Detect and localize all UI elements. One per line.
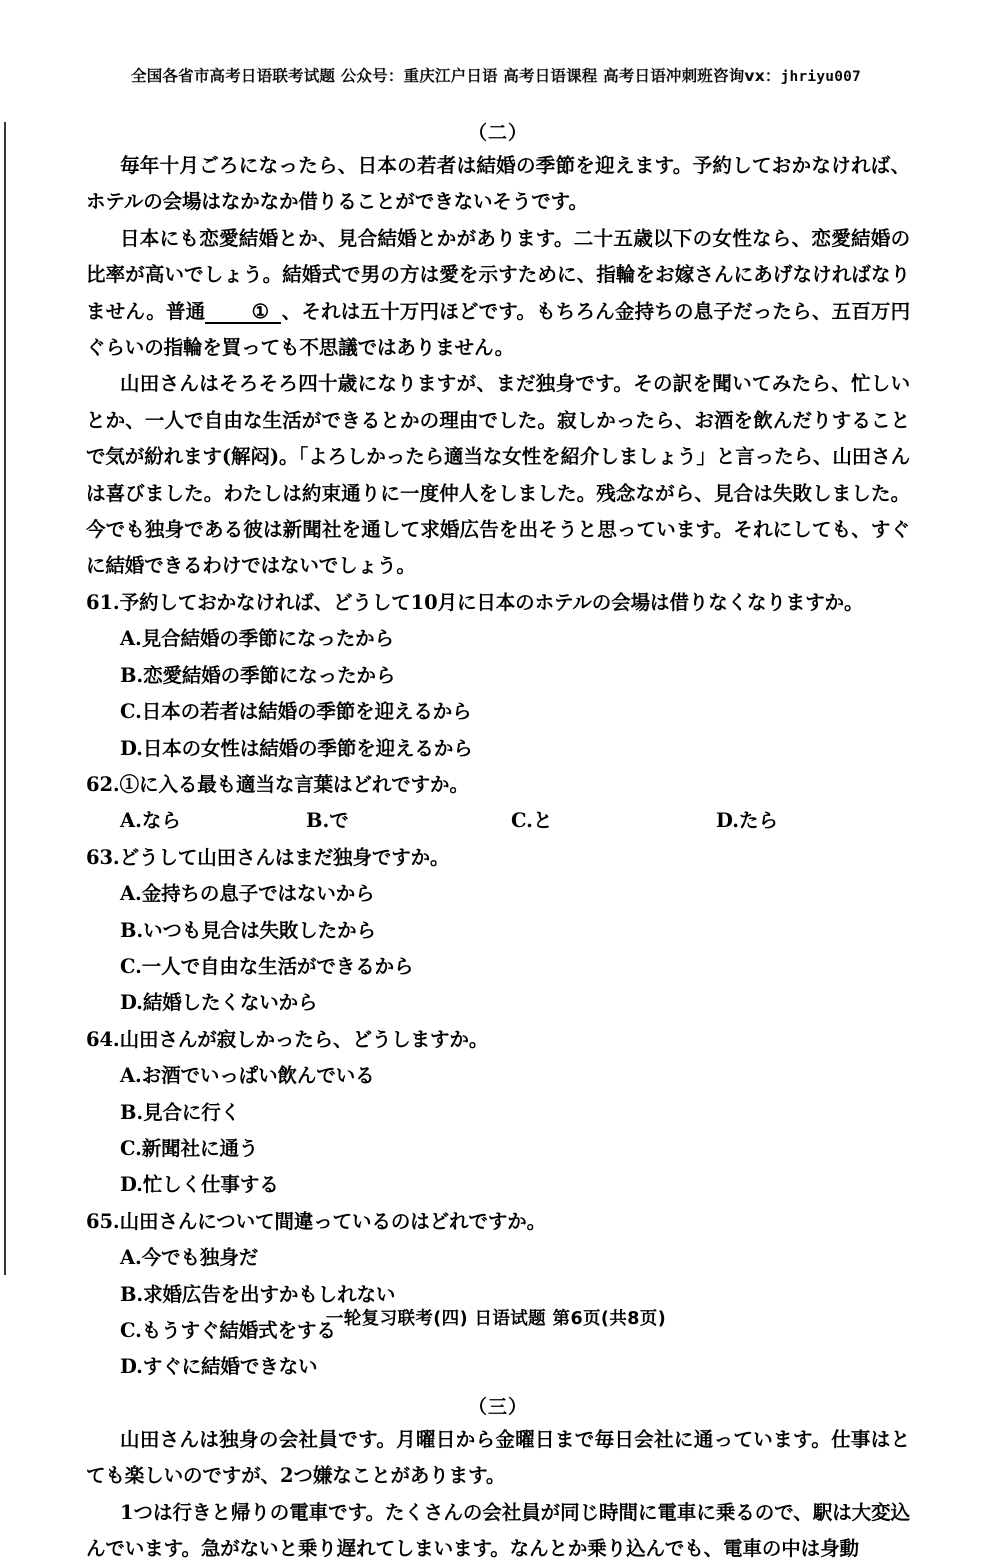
question-63-option-a[interactable]	[86, 876, 910, 912]
option-letter: D.	[120, 991, 143, 1015]
question-64-option-c[interactable]	[86, 1131, 910, 1167]
option-letter: D.	[716, 809, 740, 833]
option-text: すぐに結婚できない	[142, 1355, 318, 1379]
option-text: たら	[739, 809, 779, 833]
option-text: で	[329, 809, 349, 833]
question-63-option-b[interactable]	[86, 913, 910, 949]
option-letter: D.	[120, 1173, 143, 1197]
question-62-options	[86, 803, 910, 839]
option-text: 新聞社に通う	[141, 1136, 259, 1160]
passage-2-heading: （二）	[467, 122, 528, 144]
question-62-number: 62.	[86, 772, 120, 796]
question-61-number: 61.	[86, 590, 120, 614]
option-letter: A.	[120, 1246, 142, 1270]
question-64-number: 64.	[86, 1027, 120, 1051]
question-63-stem	[86, 840, 910, 876]
option-text: と	[532, 809, 553, 833]
question-65-option-a[interactable]	[86, 1240, 910, 1276]
option-letter: D.	[120, 736, 143, 760]
option-text: 見合に行く	[143, 1100, 241, 1124]
option-text: 今でも独身だ	[141, 1246, 259, 1270]
option-letter: C.	[120, 700, 142, 724]
page-footer: 一轮复习联考(四) 日语试题 第6页(共8页)	[325, 1309, 667, 1329]
question-64-stem	[86, 1022, 910, 1058]
question-63-option-c[interactable]	[86, 949, 910, 985]
option-text: 見合結婚の季節になったから	[141, 627, 394, 651]
option-letter: C.	[120, 1319, 142, 1342]
header-vx-handle: jhriyu007	[780, 69, 861, 85]
option-letter: A.	[120, 627, 142, 651]
exam-content	[86, 112, 910, 1567]
passage-2-paragraph-3: 山田さんはそろそろ四十歳になりますが、まだ独身です。その訳を聞いてみたら、忙しいとか、一人で自由な生活ができるとかの理由でした。寂しかったら、お酒を飲んだりすることで気が紛れます(解闷)。「よろしかったら適当な女性を紹介しましょう」と言ったら、山田さんは喜びました。わたしは約束通りに一度仲人をしました。残念ながら、見合は失敗しました。今でも独身である彼は新聞社を通して求婚広告を出そうと思っています。それにしても、すぐに結婚できるわけではないでしょう。	[86, 372, 910, 578]
option-text: お酒でいっぱい飲んでいる	[141, 1064, 375, 1088]
question-64-option-d[interactable]	[86, 1167, 910, 1203]
passage-2-paragraph-2-after-blank: 、それは五十万円ほどです。もちろん金持ちの息子だったら、五百万円ぐらいの指輪を買っても不思議ではありません。	[86, 299, 910, 360]
question-65-stem	[86, 1204, 910, 1240]
question-65-text: 山田さんについて間違っているのはどれですか。	[119, 1209, 547, 1233]
option-letter: C.	[120, 1136, 142, 1160]
option-text: 忙しく仕事する	[142, 1173, 279, 1197]
question-65-option-d[interactable]	[86, 1349, 910, 1385]
question-63-option-d[interactable]	[86, 985, 910, 1021]
option-letter: B.	[120, 663, 144, 687]
question-61-stem	[86, 585, 910, 621]
passage-2-paragraph-2	[86, 221, 910, 367]
option-letter: B.	[306, 809, 330, 833]
page-header	[0, 64, 992, 86]
option-letter: D.	[120, 1355, 143, 1379]
option-text: 求婚広告を出すかもしれない	[143, 1282, 396, 1306]
question-62-option-d[interactable]	[716, 803, 778, 839]
passage-3-paragraph-1: 山田さんは独身の会社員です。月曜日から金曜日まで毎日会社に通っています。仕事はとても楽しいのですが、2つ嫌なことがあります。	[86, 1427, 910, 1488]
option-letter: C.	[120, 954, 142, 978]
option-letter: A.	[120, 882, 142, 906]
passage-3-heading: （三）	[467, 1395, 528, 1418]
passage-2-paragraph-2-before-blank: 日本にも恋愛結婚とか、見合結婚とかがあります。二十五歳以下の女性なら、恋愛結婚の比率が高いでしょう。結婚式で男の方は愛を示すために、指輪をお嫁さんにあげなければなりません。普通	[86, 226, 910, 323]
question-63-number: 63.	[86, 845, 120, 869]
question-61-option-d[interactable]	[86, 731, 910, 767]
question-62-option-c[interactable]	[511, 803, 716, 839]
option-text: もうすぐ結婚式をする	[141, 1319, 336, 1342]
option-letter: B.	[120, 1282, 144, 1306]
option-letter: B.	[120, 1100, 144, 1124]
question-65-number: 65.	[86, 1209, 120, 1233]
question-64-text: 山田さんが寂しかったら、どうしますか。	[119, 1027, 489, 1051]
scan-edge-line	[4, 122, 6, 1275]
question-62-option-b[interactable]	[306, 803, 511, 839]
question-64-option-a[interactable]	[86, 1058, 910, 1094]
option-text: 金持ちの息子ではないから	[141, 882, 375, 906]
blank-marker-1: ①	[205, 302, 281, 324]
question-61-option-b[interactable]	[86, 658, 910, 694]
option-letter: A.	[120, 1064, 142, 1088]
question-62-stem	[86, 767, 910, 803]
option-letter: A.	[120, 809, 142, 833]
option-text: 結婚したくないから	[142, 991, 318, 1015]
passage-3-paragraph-2: 1つは行きと帰りの電車です。たくさんの会社員が同じ時間に電車に乗るので、駅は大変込んでいます。急がないと乗り遅れてしまいます。なんとか乗り込んでも、電車の中は身動	[86, 1500, 910, 1561]
header-text: 全国各省市高考日语联考试题 公众号：重庆江户日语 高考日语课程 高考日语冲刺班咨询vx：	[131, 67, 781, 85]
question-63-text: どうして山田さんはまだ独身ですか。	[119, 845, 450, 869]
question-62-option-a[interactable]	[120, 803, 306, 839]
option-text: 日本の女性は結婚の季節を迎えるから	[142, 736, 473, 760]
option-text: いつも見合は失敗したから	[143, 918, 376, 942]
option-text: なら	[141, 809, 181, 833]
option-letter: B.	[120, 918, 144, 942]
question-61-text: 予約しておかなければ、どうして10月に日本のホテルの会場は借りなくなりますか。	[119, 590, 864, 614]
option-text: 一人で自由な生活ができるから	[141, 954, 414, 978]
option-text: 恋愛結婚の季節になったから	[143, 663, 396, 687]
passage-2-paragraph-1: 毎年十月ごろになったら、日本の若者は結婚の季節を迎えます。予約しておかなければ、ホテルの会場はなかなか借りることができないそうです。	[86, 154, 910, 214]
question-61-option-c[interactable]	[86, 694, 910, 730]
question-62-text: ①に入る最も適当な言葉はどれですか。	[119, 772, 469, 796]
question-64-option-b[interactable]	[86, 1095, 910, 1131]
option-letter: C.	[511, 809, 533, 833]
option-text: 日本の若者は結婚の季節を迎えるから	[141, 700, 472, 724]
question-61-option-a[interactable]	[86, 621, 910, 657]
